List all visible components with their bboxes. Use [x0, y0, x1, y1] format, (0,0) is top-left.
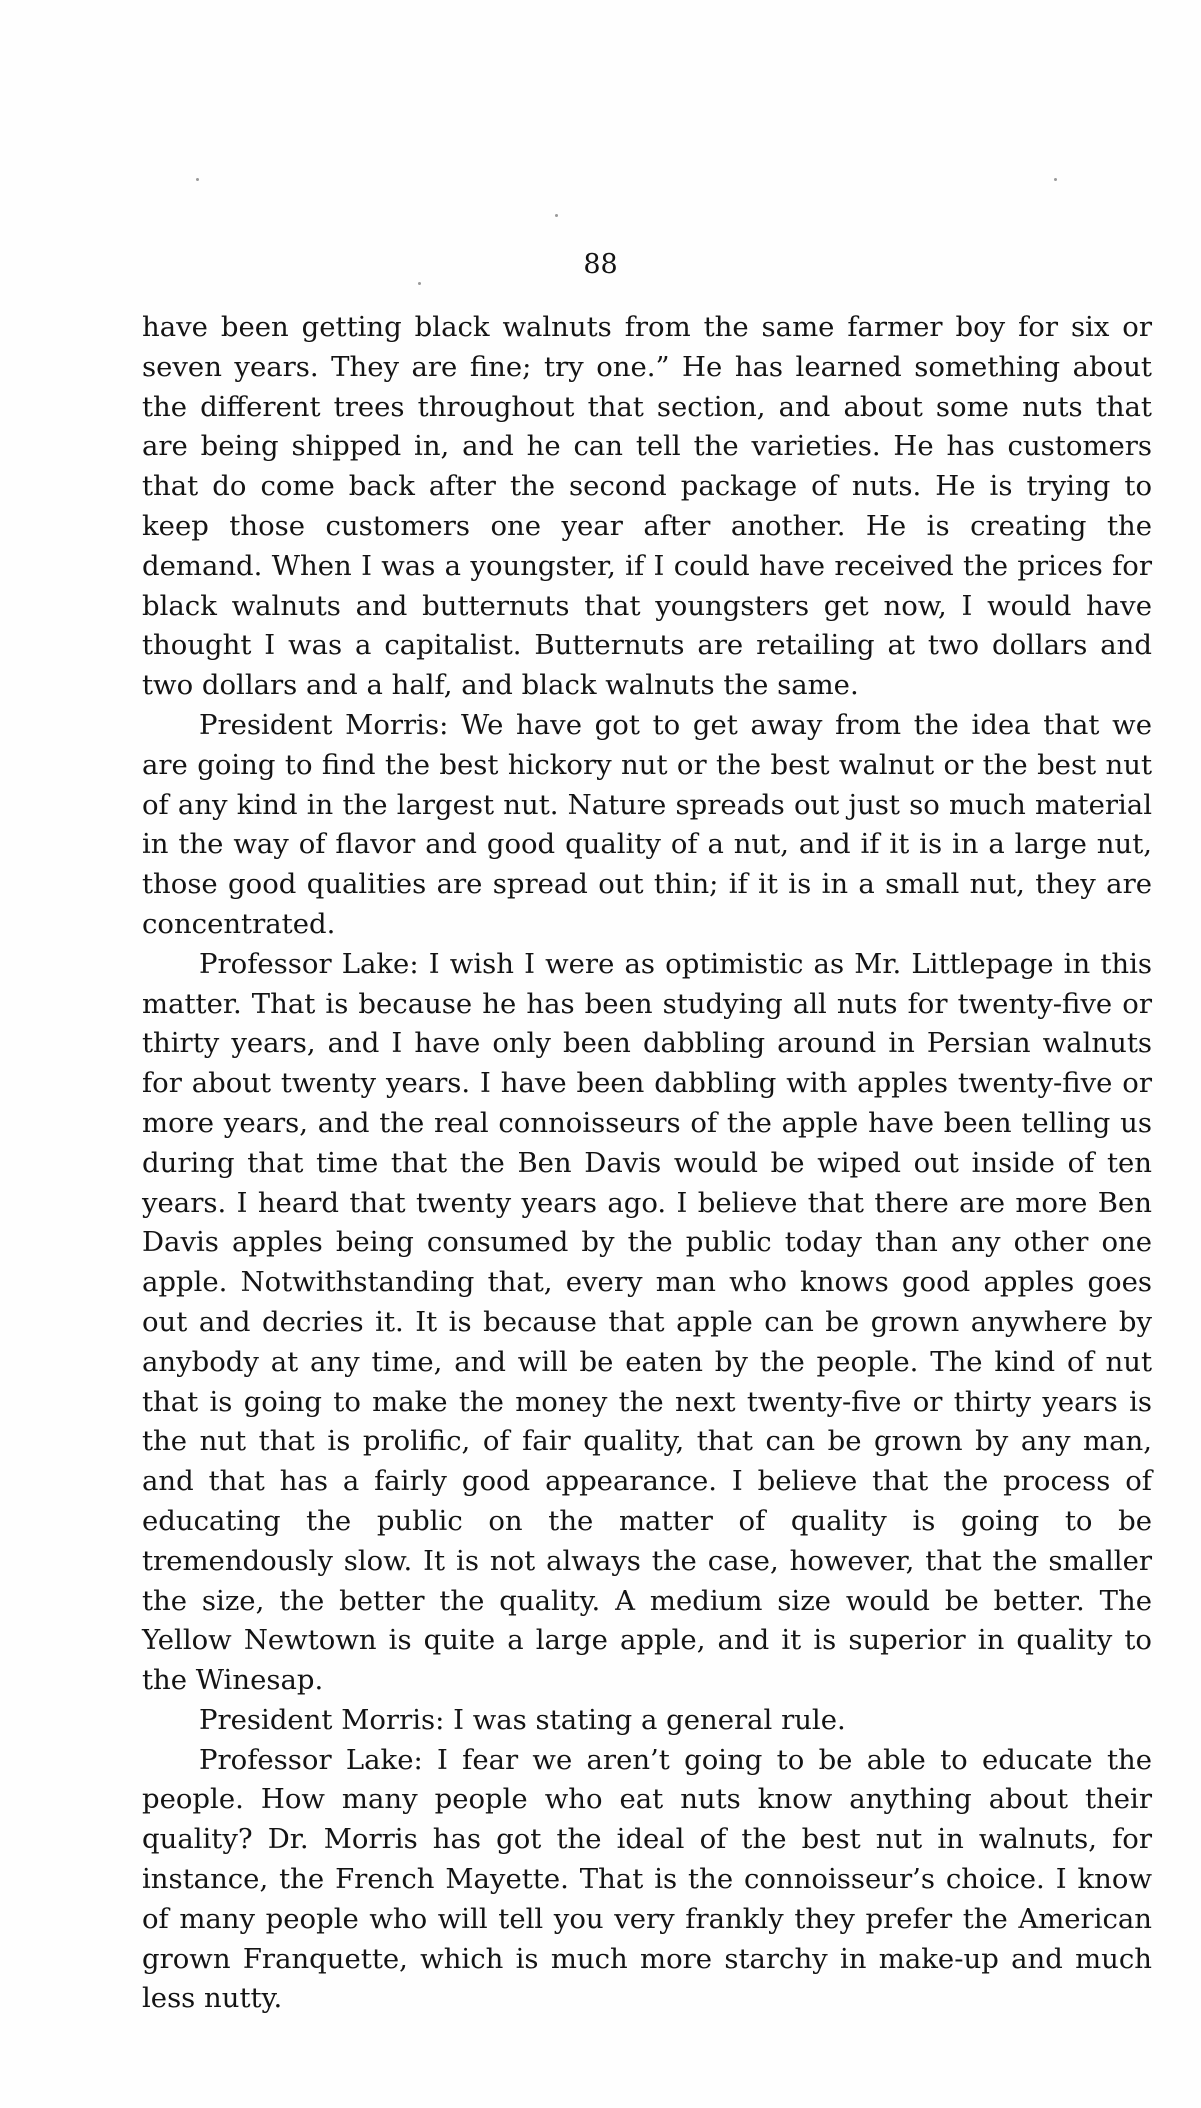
page-number: 88 [583, 249, 618, 280]
paragraph-5 [142, 1741, 1152, 2020]
speaker-name: President Morris: [199, 708, 449, 741]
paragraph-2 [142, 706, 1152, 945]
speaker-name: Professor Lake: [199, 947, 419, 980]
print-speck [196, 178, 199, 181]
paragraph-text: I fear we aren’t going to be able to educate the people. How many people who eat nuts know anything about their quality? Dr. Morris has got the ideal of the best nut in walnuts, for instance, the French Mayette. That is the connoisseur’s choice. I know of many people who will tell you very frankly they prefer the American grown Franquette, which is much more starchy in make-up and much less nutty. [142, 1743, 1153, 2015]
print-speck [418, 282, 421, 285]
body-text [142, 308, 1152, 2019]
paragraph-text: have been getting black walnuts from the same farmer boy for six or seven years. They are fine; try one.” He has learned something about the different trees throughout that section, and about some nuts that are being shipped in, and he can tell the varieties. He has customers that do come back after the second package of nuts. He is trying to keep those customers one year after another. He is creating the demand. When I was a youngster, if I could have received the prices for black walnuts and butternuts that youngsters get now, I would have thought I was a capitalist. Butternuts are retailing at two dollars and two dollars and a half, and black walnuts the same. [142, 311, 1152, 702]
paragraph-4 [142, 1701, 1152, 1741]
print-speck [1054, 178, 1057, 181]
paragraph-text: I wish I were as optimistic as Mr. Littlepage in this matter. That is because he has been studying all nuts for twenty-five or thirty years, and I have only been dabbling around in Persian walnuts for about twenty years. I have been dabbling with apples twenty-five or more years, and the real connoisseurs of the apple have been telling us during that time that the Ben Davis would be wiped out inside of ten years. I heard that twenty years ago. I believe that there are more Ben Davis apples being consumed by the public today than any other one apple. Notwithstanding that, every man who knows good apples goes out and decries it. It is because that apple can be grown anywhere by anybody at any time, and will be eaten by the people. The kind of nut that is going to make the money the next twenty-five or thirty years is the nut that is prolific, of fair quality, that can be grown by any man, and that has a fairly good appearance. I believe that the process of educating the public on the matter of quality is going to be tremendously slow. It is not always the case, however, that the smaller the size, the better the quality. A medium size would be better. The Yellow Newtown is quite a large apple, and it is superior in quality to the Winesap. [142, 947, 1152, 1697]
paragraph-3 [142, 945, 1152, 1701]
speaker-name: Professor Lake: [199, 1743, 423, 1776]
paragraph-text: We have got to get away from the idea that we are going to find the best hickory nut or the best walnut or the best nut of any kind in the largest nut. Nature spreads out just so much material in the way of flavor and good quality of a nut, and if it is in a large nut, those good qualities are spread out thin; if it is in a small nut, they are concentrated. [142, 708, 1152, 940]
print-speck [555, 214, 558, 217]
paragraph-1 [142, 308, 1152, 706]
speaker-name: President Morris: [199, 1703, 445, 1736]
paragraph-text: I was stating a general rule. [444, 1703, 846, 1736]
